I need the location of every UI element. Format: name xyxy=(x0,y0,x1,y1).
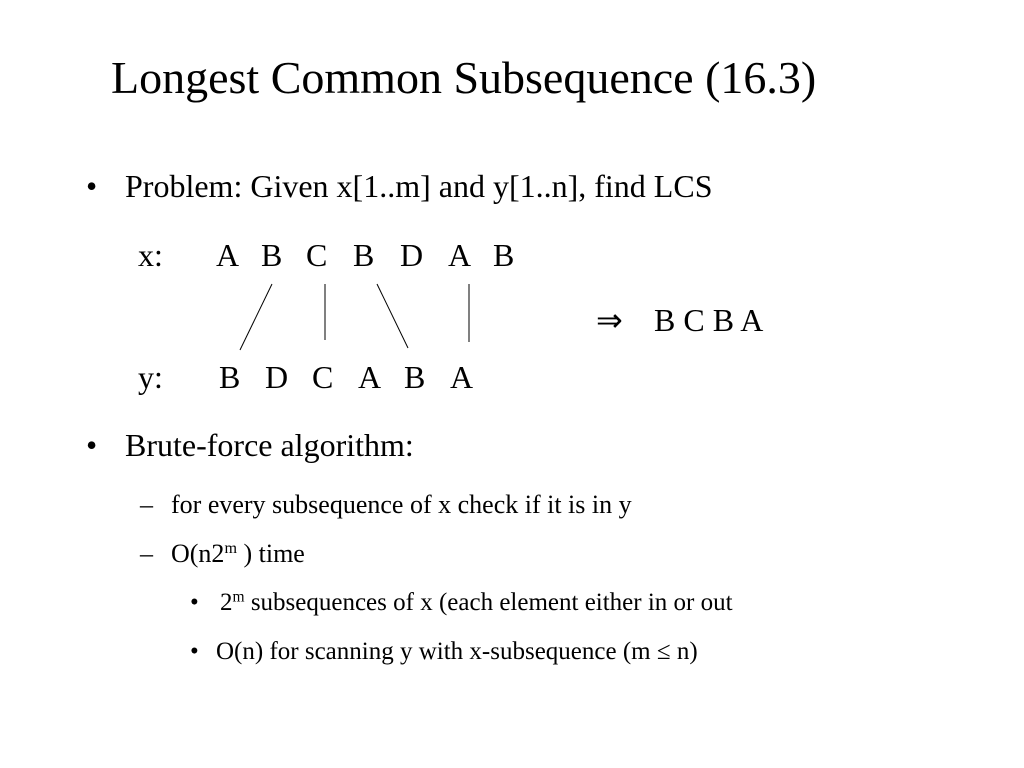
x-letter: C xyxy=(306,237,328,273)
dash-symbol: – xyxy=(140,539,153,568)
y-letter: C xyxy=(312,359,334,395)
bullet-symbol: • xyxy=(190,589,199,616)
y-letter: B xyxy=(219,359,241,395)
y-letter: A xyxy=(358,359,382,395)
bullet-symbol: • xyxy=(86,427,98,463)
count-after: subsequences of x (each element either in or out xyxy=(244,589,733,616)
implies-arrow: ⇒ xyxy=(596,302,623,338)
time-before: O(n2 xyxy=(171,539,225,568)
sub-bullet-every-subsequence: for every subsequence of x check if it is in y xyxy=(171,490,632,519)
match-line xyxy=(240,284,272,350)
x-letter: A xyxy=(216,237,240,273)
x-letter: B xyxy=(493,237,515,273)
subsub-bullet-scanning: O(n) for scanning y with x-subsequence (m ≤ n) xyxy=(216,638,698,665)
y-letter: D xyxy=(265,359,289,395)
time-exponent: m xyxy=(224,540,237,558)
subsub-bullet-subsequence-count xyxy=(220,588,733,618)
slide-title: Longest Common Subsequence (16.3) xyxy=(111,52,817,103)
y-letter: B xyxy=(404,359,426,395)
y-label: y: xyxy=(138,359,163,395)
y-letter: A xyxy=(450,359,474,395)
dash-symbol: – xyxy=(140,490,153,519)
bullet-symbol: • xyxy=(86,168,98,204)
count-exponent: m xyxy=(232,588,245,606)
x-letter: B xyxy=(261,237,283,273)
time-after: ) time xyxy=(236,539,305,568)
x-letter: A xyxy=(448,237,472,273)
match-line xyxy=(377,284,408,348)
bullet-brute-force-text: Brute-force algorithm: xyxy=(125,427,414,463)
x-letter: B xyxy=(353,237,375,273)
lcs-result: B C B A xyxy=(654,302,764,338)
count-before: 2 xyxy=(220,589,233,616)
bullet-problem-text: Problem: Given x[1..m] and y[1..n], find LCS xyxy=(125,168,713,204)
sub-bullet-time-complexity xyxy=(171,538,305,570)
x-letter: D xyxy=(400,237,424,273)
bullet-symbol: • xyxy=(190,638,199,665)
x-label: x: xyxy=(138,237,163,273)
